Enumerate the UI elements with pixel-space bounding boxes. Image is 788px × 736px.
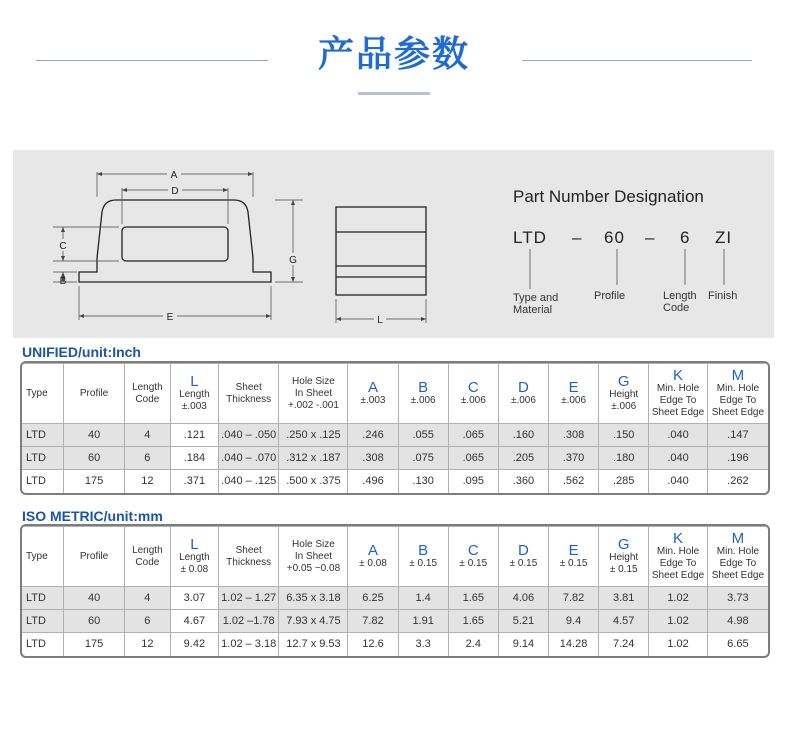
table-cell: .040 xyxy=(649,447,708,470)
dim-g-label: G xyxy=(289,255,297,266)
column-header xyxy=(707,364,768,424)
table-cell: .147 xyxy=(707,424,768,447)
header-text: Length xyxy=(179,388,210,400)
header-text: Sheet Edge xyxy=(651,406,705,418)
header-text: Profile xyxy=(79,550,109,562)
header-text: Profile xyxy=(79,387,109,399)
table-cell: .312 x .187 xyxy=(279,447,348,470)
table-cell: .360 xyxy=(498,470,548,493)
dimension-drawing xyxy=(13,150,343,338)
column-header xyxy=(348,527,398,587)
table-cell: 4.67 xyxy=(170,610,218,633)
table-cell: 6.35 x 3.18 xyxy=(279,587,348,610)
column-header xyxy=(448,527,498,587)
header-text: Code xyxy=(135,393,160,405)
header-text: ±.006 xyxy=(410,394,436,406)
table-cell: 175 xyxy=(64,470,125,493)
header-symbol: A xyxy=(368,541,379,559)
table-cell: .496 xyxy=(348,470,398,493)
table-cell: .075 xyxy=(398,447,448,470)
header-text: ± 0.15 xyxy=(459,557,488,569)
header-text: Hole Size xyxy=(292,538,335,550)
header-text: ±.006 xyxy=(460,394,486,406)
pn-type: LTD xyxy=(513,228,547,247)
header-text: Type xyxy=(26,550,48,562)
header-text: ±.003 xyxy=(181,400,207,412)
header-symbol: D xyxy=(518,541,529,559)
table-cell: 60 xyxy=(64,610,125,633)
header-text: Thickness xyxy=(226,393,272,405)
header-symbol: K xyxy=(673,366,684,384)
pn-separator-1: – xyxy=(572,228,583,247)
column-header xyxy=(170,527,218,587)
table-cell: .184 xyxy=(170,447,218,470)
table-cell: 1.65 xyxy=(448,610,498,633)
header-text: Height xyxy=(609,388,639,400)
header-symbol: E xyxy=(568,541,579,559)
table-cell: 1.02 xyxy=(649,610,708,633)
column-header xyxy=(398,364,448,424)
dim-b-label: B xyxy=(59,276,67,287)
table-cell: 2.4 xyxy=(448,633,498,656)
side-view-drawing xyxy=(326,195,436,330)
dim-l-label: L xyxy=(377,315,383,326)
table-cell: 6.25 xyxy=(348,587,398,610)
table-row xyxy=(22,470,768,493)
table-cell: 12.7 x 9.53 xyxy=(279,633,348,656)
table-cell: .262 xyxy=(707,470,768,493)
table-cell: 3.73 xyxy=(707,587,768,610)
column-header xyxy=(498,364,548,424)
table-cell: 14.28 xyxy=(549,633,599,656)
table-cell: LTD xyxy=(22,447,64,470)
table-cell: .285 xyxy=(599,470,649,493)
table-cell: 6 xyxy=(124,610,170,633)
table-row xyxy=(22,424,768,447)
table-cell: 7.24 xyxy=(599,633,649,656)
header-text: Type xyxy=(26,387,48,399)
header-text: In Sheet xyxy=(294,387,333,399)
column-header xyxy=(124,364,170,424)
header-text: Edge To xyxy=(659,394,697,406)
table-cell: .040 xyxy=(649,424,708,447)
pn-profile: 60 xyxy=(604,228,625,247)
header-text: ±.003 xyxy=(360,394,386,406)
table-cell: .150 xyxy=(599,424,649,447)
header-text: Code xyxy=(135,556,160,568)
header-text: ± 0.15 xyxy=(509,557,538,569)
table-cell: .308 xyxy=(549,424,599,447)
table-cell: .308 xyxy=(348,447,398,470)
table-cell: .180 xyxy=(599,447,649,470)
table-cell: 1.02 – 3.18 xyxy=(218,633,279,656)
column-header xyxy=(599,527,649,587)
pn-type-material-label: Type and Material xyxy=(513,292,559,316)
column-header xyxy=(218,527,279,587)
column-header xyxy=(170,364,218,424)
table-row xyxy=(22,587,768,610)
table-cell: 1.02 –1.78 xyxy=(218,610,279,633)
header-symbol: B xyxy=(418,541,429,559)
header-text: Height xyxy=(609,551,639,563)
table-cell: 1.02 – 1.27 xyxy=(218,587,279,610)
table-cell: .040 – .125 xyxy=(218,470,279,493)
header-text: ± 0.08 xyxy=(359,557,387,569)
column-header xyxy=(64,527,125,587)
table-cell: 7.82 xyxy=(348,610,398,633)
table-cell: 1.02 xyxy=(649,633,708,656)
unified-table xyxy=(22,363,768,493)
column-header xyxy=(64,364,125,424)
header-text: Hole Size xyxy=(292,375,335,387)
header-symbol: D xyxy=(518,378,529,396)
dim-e-label: E xyxy=(166,312,174,323)
table-cell: 7.93 x 4.75 xyxy=(279,610,348,633)
column-header xyxy=(279,527,348,587)
table-cell: 60 xyxy=(64,447,125,470)
table-cell: .065 xyxy=(448,424,498,447)
header-symbol: L xyxy=(190,372,199,390)
header-symbol: K xyxy=(673,529,684,547)
table-cell: .095 xyxy=(448,470,498,493)
header-symbol: C xyxy=(467,378,479,396)
header-text: ±.006 xyxy=(510,394,536,406)
table-cell: 4.98 xyxy=(707,610,768,633)
header-text: Min. Hole xyxy=(716,545,760,557)
header-row xyxy=(22,527,768,587)
column-header xyxy=(218,364,279,424)
header-text: Thickness xyxy=(226,556,272,568)
table-cell: 4 xyxy=(124,424,170,447)
column-header xyxy=(348,364,398,424)
table-cell: .040 xyxy=(649,470,708,493)
header-text: ± 0.08 xyxy=(180,563,209,575)
header-text: Edge To xyxy=(719,557,757,569)
table-cell: .160 xyxy=(498,424,548,447)
column-header xyxy=(599,364,649,424)
header-symbol: C xyxy=(467,541,479,559)
pn-profile-label: Profile xyxy=(594,290,626,302)
column-header xyxy=(549,527,599,587)
pn-separator-2: – xyxy=(645,228,656,247)
table-row xyxy=(22,610,768,633)
table-cell: LTD xyxy=(22,633,64,656)
header-text: Edge To xyxy=(659,557,697,569)
header-text: Edge To xyxy=(719,394,757,406)
table-cell: 175 xyxy=(64,633,125,656)
pn-length-code-label: Length Code xyxy=(663,290,697,314)
header-text: Length xyxy=(179,551,210,563)
table-cell: .562 xyxy=(549,470,599,493)
column-header xyxy=(448,364,498,424)
table-cell: 40 xyxy=(64,424,125,447)
header-symbol: G xyxy=(617,372,630,390)
table-cell: 1.4 xyxy=(398,587,448,610)
header-symbol: E xyxy=(568,378,579,396)
table-cell: LTD xyxy=(22,424,64,447)
table-cell: .371 xyxy=(170,470,218,493)
column-header xyxy=(398,527,448,587)
column-header xyxy=(649,527,708,587)
table-cell: 12 xyxy=(124,470,170,493)
table-cell: .246 xyxy=(348,424,398,447)
table-cell: 4 xyxy=(124,587,170,610)
header-symbol: B xyxy=(418,378,429,396)
header-text: Sheet xyxy=(235,381,262,393)
column-header xyxy=(22,527,64,587)
column-header xyxy=(124,527,170,587)
table-cell: .500 x .375 xyxy=(279,470,348,493)
header-symbol: M xyxy=(731,366,745,384)
table-cell: 1.65 xyxy=(448,587,498,610)
header-text: ± 0.15 xyxy=(609,563,638,575)
header-text: Length xyxy=(132,381,163,393)
table-cell: .205 xyxy=(498,447,548,470)
header-text: Sheet Edge xyxy=(711,406,765,418)
header-text: Min. Hole xyxy=(716,382,760,394)
metric-table-frame xyxy=(20,524,770,658)
header-symbol: L xyxy=(190,535,199,553)
header-text: +.002 -.001 xyxy=(288,399,339,411)
header-symbol: A xyxy=(368,378,379,396)
column-header xyxy=(498,527,548,587)
header-text: Length xyxy=(132,544,163,556)
column-header xyxy=(707,527,768,587)
table-cell: 4.06 xyxy=(498,587,548,610)
table-cell: 12.6 xyxy=(348,633,398,656)
column-header xyxy=(279,364,348,424)
table-cell: 40 xyxy=(64,587,125,610)
header-symbol: M xyxy=(731,529,745,547)
header-row xyxy=(22,364,768,424)
table-cell: .250 x .125 xyxy=(279,424,348,447)
table-row xyxy=(22,447,768,470)
header-text: Min. Hole xyxy=(656,545,700,557)
table-cell: .055 xyxy=(398,424,448,447)
table-cell: 3.81 xyxy=(599,587,649,610)
table-cell: LTD xyxy=(22,610,64,633)
table-cell: .130 xyxy=(398,470,448,493)
table-cell: 1.91 xyxy=(398,610,448,633)
column-header xyxy=(649,364,708,424)
header-text: Sheet Edge xyxy=(651,569,705,581)
pn-finish: ZI xyxy=(715,228,733,247)
table-cell: 5.21 xyxy=(498,610,548,633)
pn-finish-label: Finish xyxy=(708,290,738,302)
table-cell: .370 xyxy=(549,447,599,470)
table-cell: 6.65 xyxy=(707,633,768,656)
header-text: Sheet xyxy=(235,544,262,556)
table-cell: LTD xyxy=(22,587,64,610)
table-cell: 9.14 xyxy=(498,633,548,656)
metric-section-title: ISO METRIC/unit:mm xyxy=(22,508,163,524)
part-number-designation-title: Part Number Designation xyxy=(513,187,704,206)
table-row xyxy=(22,633,768,656)
page-title: 产品参数 xyxy=(317,34,470,75)
header-text: ± 0.15 xyxy=(559,557,588,569)
table-cell: .040 – .050 xyxy=(218,424,279,447)
unified-section-title: UNIFIED/unit:Inch xyxy=(22,344,141,360)
table-cell: 9.4 xyxy=(549,610,599,633)
table-cell: 7.82 xyxy=(549,587,599,610)
table-cell: LTD xyxy=(22,470,64,493)
title-underline xyxy=(358,92,430,95)
pn-length: 6 xyxy=(680,228,691,247)
column-header xyxy=(549,364,599,424)
table-cell: 12 xyxy=(124,633,170,656)
header-text: In Sheet xyxy=(294,550,333,562)
table-cell: 9.42 xyxy=(170,633,218,656)
table-cell: .065 xyxy=(448,447,498,470)
header-text: ± 0.15 xyxy=(409,557,438,569)
table-cell: .196 xyxy=(707,447,768,470)
metric-table xyxy=(22,526,768,656)
table-cell: .121 xyxy=(170,424,218,447)
dim-d-label: D xyxy=(171,186,179,197)
table-cell: 3.07 xyxy=(170,587,218,610)
table-cell: 3.3 xyxy=(398,633,448,656)
unified-table-frame xyxy=(20,361,770,495)
pn-leader-lines xyxy=(500,245,750,295)
table-cell: 6 xyxy=(124,447,170,470)
dim-c-label: C xyxy=(59,241,67,252)
header-text: +0.05 −0.08 xyxy=(286,562,341,574)
header-text: ±.006 xyxy=(561,394,587,406)
column-header xyxy=(22,364,64,424)
header-text: Min. Hole xyxy=(656,382,700,394)
header-text: Sheet Edge xyxy=(711,569,765,581)
header-symbol: G xyxy=(617,535,630,553)
dim-a-label: A xyxy=(170,170,178,181)
table-cell: 4.57 xyxy=(599,610,649,633)
table-cell: 1.02 xyxy=(649,587,708,610)
header-text: ±.006 xyxy=(611,400,637,412)
table-cell: .040 – .070 xyxy=(218,447,279,470)
